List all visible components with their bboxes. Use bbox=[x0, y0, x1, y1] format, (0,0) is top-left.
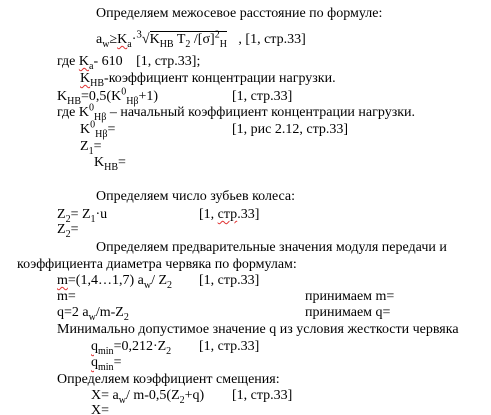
where-ka: где $K_a-$ 610 [1, стр.33]; bbox=[57, 54, 201, 72]
ref-qmin: [1, стр.33] bbox=[199, 339, 260, 354]
accept-q: принимаем q= bbox=[305, 305, 391, 320]
heading-intercenter: Определяем межосевое расстояние по формуле: bbox=[96, 6, 383, 21]
khb-eq: $K_{HB}=$ bbox=[94, 155, 126, 173]
m-eq: m= bbox=[57, 289, 76, 304]
m-symbol: m bbox=[57, 273, 68, 288]
radicand: $K_{HB}$ $T_2$ $/[\sigma]^2_H$ bbox=[149, 29, 227, 50]
heading-teeth: Определяем число зубьев колеса: bbox=[96, 189, 296, 204]
heading-module: Определяем предварительные значения модуля передачи и bbox=[96, 240, 447, 255]
qmin-eq: $q_{min}=$ bbox=[91, 355, 122, 373]
z2-eq: $Z_2=$ bbox=[57, 222, 79, 240]
khb-description: $K_{HB}$-коэффициент концентрации нагрузки. bbox=[80, 71, 336, 89]
ref-k0: [1, рис 2.12, стр.33] bbox=[232, 122, 349, 137]
ref-z2: [1, стр.33] bbox=[199, 207, 260, 222]
ref-m: [1, стр.33] bbox=[199, 273, 260, 288]
formula-z2: $Z_2= Z_1\cdot u$ bbox=[57, 207, 108, 225]
ref-khb: [1, стр.33] bbox=[232, 89, 293, 104]
root-index: 3 bbox=[136, 28, 142, 41]
formula-aw: $a_w\ge K_a\cdot^3√K_{HB}$ $T_2$ $/[\sigma]^2_H$ , [1, стр.33] bbox=[96, 28, 306, 50]
aw-symbol: $a_w$ bbox=[96, 32, 110, 50]
ka-inline: $K_a$ bbox=[78, 54, 94, 72]
accept-m: принимаем m= bbox=[305, 289, 395, 304]
x-eq: X= bbox=[91, 403, 110, 415]
heading-shift: Определяем коэффициент смещения: bbox=[57, 372, 280, 387]
formula-m: m=(1,4…1,7) $a_w/$ $Z_2$ bbox=[57, 273, 173, 291]
formula-x: $X= a_w/$ $m-0,5(Z_2+q)$ bbox=[91, 388, 205, 406]
formula-q: q=2 $a_w/m-Z_2$ bbox=[57, 305, 129, 323]
heading-module-cont: коэффициента диаметра червяка по формулам: bbox=[17, 257, 297, 272]
formula-qmin: $q_{min}=0,212\cdot Z_2$ bbox=[91, 339, 172, 357]
where-k0: где $K^0_{H\beta}$ – начальный коэффициент концентрации нагрузки. bbox=[57, 102, 416, 123]
heading-qmin: Минимально допустимое значение q из условия жесткости червяка bbox=[57, 322, 459, 337]
ref-x: [1, стр.33] bbox=[232, 388, 293, 403]
qmin-symbol: $q_{min}$ bbox=[91, 339, 114, 357]
z1-eq: $Z_1=$ bbox=[80, 139, 102, 157]
formula-khb: $K_{HB}=0,5(K^0_{H\beta}+1)$ bbox=[57, 86, 159, 107]
khb-symbol-desc: $K_{HB}$ bbox=[80, 71, 105, 89]
k0-eq: $K^0_{H\beta}=$ bbox=[80, 119, 116, 140]
ka-symbol: $K_a$ bbox=[117, 32, 132, 50]
ref-aw: , [1, стр.33] bbox=[238, 32, 306, 47]
